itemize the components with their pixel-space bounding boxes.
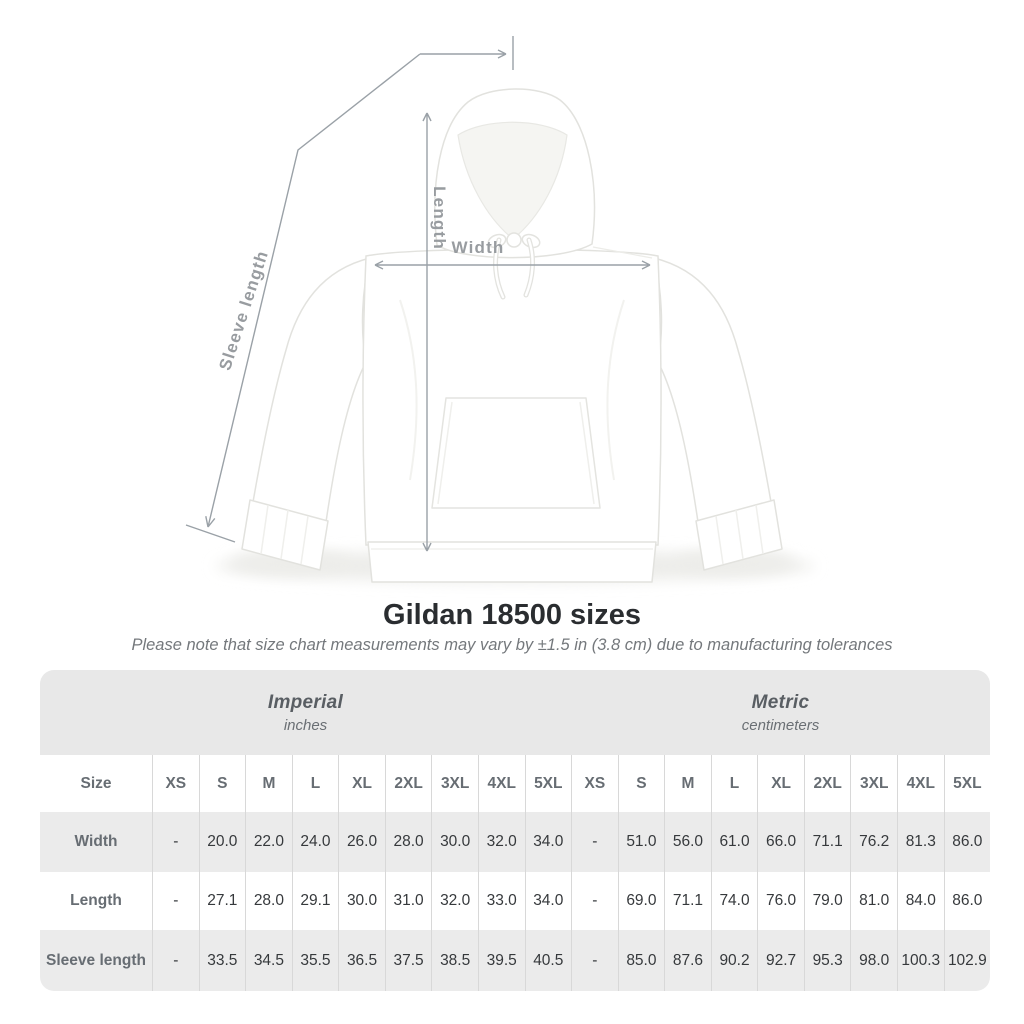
size-header-cell: XL [757, 755, 804, 812]
kangaroo-pocket [432, 398, 600, 508]
measurement-cell: 37.5 [385, 930, 432, 991]
measurement-cell: 84.0 [897, 872, 944, 930]
measurement-cell: 34.0 [525, 812, 572, 872]
measurement-cell: - [152, 812, 199, 872]
imperial-subtitle: inches [283, 716, 328, 734]
measurement-cell: 76.2 [850, 812, 897, 872]
measurement-cell: 28.0 [245, 872, 292, 930]
measurement-cell: 71.1 [664, 872, 711, 930]
measurement-cell: 22.0 [245, 812, 292, 872]
measurement-cell: 76.0 [757, 872, 804, 930]
measurement-cell: 102.9 [944, 930, 990, 991]
measurement-cell: 71.1 [804, 812, 851, 872]
size-header-cell: S [199, 755, 246, 812]
row-label-width: Width [74, 833, 118, 850]
measurement-cell: 79.0 [804, 872, 851, 930]
metric-title: Metric [751, 691, 810, 713]
size-header-cell: 2XL [804, 755, 851, 812]
measurement-cell: 24.0 [292, 812, 339, 872]
measurement-cell: 31.0 [385, 872, 432, 930]
measurement-cell: 81.3 [897, 812, 944, 872]
measurement-cell: 66.0 [757, 812, 804, 872]
measurement-cell: 39.5 [478, 930, 525, 991]
row-label-sleeve-length: Sleeve length [46, 951, 146, 969]
measurement-cell: 86.0 [944, 872, 990, 930]
size-header-cell: 3XL [431, 755, 478, 812]
imperial-unit-header [40, 670, 571, 755]
measurement-cell: 33.5 [199, 930, 246, 991]
measurement-cell: 30.0 [431, 812, 478, 872]
metric-subtitle: centimeters [741, 716, 820, 734]
size-header-cell: 5XL [944, 755, 990, 812]
measurement-cell: 38.5 [431, 930, 478, 991]
size-header-cell: 4XL [478, 755, 525, 812]
measurement-cell: 87.6 [664, 930, 711, 991]
measurement-cell: 32.0 [431, 872, 478, 930]
size-header-cell: 5XL [525, 755, 572, 812]
measurement-cell: 34.5 [245, 930, 292, 991]
measurement-cell: 30.0 [338, 872, 385, 930]
sleeve-length-row [40, 930, 990, 991]
left-sleeve [253, 258, 370, 522]
measurement-cell: 36.5 [338, 930, 385, 991]
length-label: Length [430, 186, 449, 250]
size-header-cell: L [711, 755, 758, 812]
measurement-cell: 92.7 [757, 930, 804, 991]
size-header-cell: S [618, 755, 665, 812]
measurement-cell: 28.0 [385, 812, 432, 872]
size-header-cell: 4XL [897, 755, 944, 812]
measurement-cell: 27.1 [199, 872, 246, 930]
unit-header-band [40, 670, 990, 755]
measurement-cell: 69.0 [618, 872, 665, 930]
size-header-row [40, 755, 990, 812]
size-header-cell: 3XL [850, 755, 897, 812]
measurement-cell: 51.0 [618, 812, 665, 872]
measurement-cell: 95.3 [804, 930, 851, 991]
measurement-cell: 34.0 [525, 872, 572, 930]
bow-knot [507, 233, 521, 247]
size-col-header: Size [80, 774, 112, 792]
length-row [40, 872, 990, 930]
measurement-cell: - [571, 872, 618, 930]
size-header-cell: L [292, 755, 339, 812]
page-title: Gildan 18500 sizes [383, 599, 641, 631]
size-chart-table [40, 670, 990, 991]
measurement-cell: 26.0 [338, 812, 385, 872]
measurement-cell: 85.0 [618, 930, 665, 991]
measurement-cell: 35.5 [292, 930, 339, 991]
size-header-cell: M [245, 755, 292, 812]
measurement-cell: - [152, 930, 199, 991]
measurement-cell: - [152, 872, 199, 930]
measurement-cell: 61.0 [711, 812, 758, 872]
measurement-cell: 86.0 [944, 812, 990, 872]
size-header-cell: XS [152, 755, 199, 812]
imperial-title: Imperial [267, 691, 344, 713]
measurement-cell: 20.0 [199, 812, 246, 872]
size-header-cell: 2XL [385, 755, 432, 812]
measurement-cell: 81.0 [850, 872, 897, 930]
measurement-cell: 90.2 [711, 930, 758, 991]
size-header-cell: XS [571, 755, 618, 812]
width-row [40, 812, 990, 872]
tolerance-note: Please note that size chart measurements may vary by ±1.5 in (3.8 cm) due to manufacturing tolerances [131, 636, 893, 654]
measurement-cell: 40.5 [525, 930, 572, 991]
measurement-cell: 56.0 [664, 812, 711, 872]
row-label-length: Length [70, 892, 122, 909]
measurement-cell: 74.0 [711, 872, 758, 930]
hem-band [368, 542, 656, 582]
measurement-cell: 100.3 [897, 930, 944, 991]
metric-unit-header [571, 670, 990, 755]
measurement-cell: - [571, 812, 618, 872]
measurement-cell: 29.1 [292, 872, 339, 930]
measurement-cell: 98.0 [850, 930, 897, 991]
width-label: Width [451, 238, 505, 257]
size-header-cell: M [664, 755, 711, 812]
sleeve-length-label: Sleeve length [215, 247, 273, 373]
measurement-cell: 33.0 [478, 872, 525, 930]
right-sleeve [654, 258, 771, 522]
size-header-cell: XL [338, 755, 385, 812]
measurement-cell: 32.0 [478, 812, 525, 872]
measurement-cell: - [571, 930, 618, 991]
